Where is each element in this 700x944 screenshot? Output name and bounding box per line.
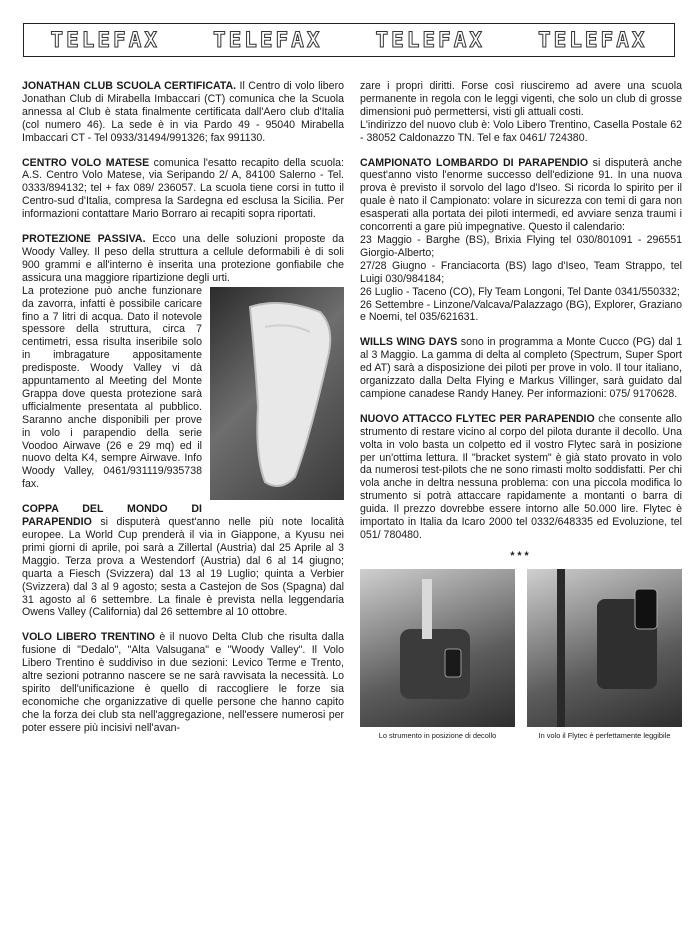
article-body: zare i propri diritti. Forse così riusciremo ad avere una scuola permanente in regola con le leggi vigenti, che solo un club di grosse dimensioni può permettersi, visti gli attuali costi.: [360, 80, 682, 118]
photo-decollo: [360, 569, 515, 740]
article-body: comunica l'esatto recapito della scuola: A.S. Centro Volo Matese, via Seripando 2/ A, 84100 Salerno - Tel. 0333/894132; tel + fax 089/ 236057. La scuola tiene corsi in tutto il Centro-sud d'Italia, compresa la Sardegna ed esclusa la Sicilia. Per informazioni contattare Mario Borraro ai recapiti sopra riportati.: [22, 156, 344, 221]
article-body: che consente allo strumento di restare vicino al corpo del pilota durante il decollo. Una volta in volo basta un colpetto ed il vostro Flytec sarà in posizione per un'ottima lettura. Il "bracket system" è già stato provato in volo da numerosi test-pilots che ne sono rimasti molto soddisfatti. Per chi vola anche in deltra nessuna problema: con una piccola modifica lo strumento si potrà attaccare rapidamente a montanti o barra di guida. Il prezzo dovrebbe essere intorno alle 50.000 lire. Flytec è importato in Italia da Icaro 2000 tel 0332/648335 ed Evoluzione, tel 051/ 780480.: [360, 412, 682, 541]
article-jonathan: [22, 80, 344, 145]
article-heading: CENTRO VOLO MATESE: [22, 156, 150, 169]
article-coppa: [22, 503, 344, 619]
article-trentino: [22, 631, 344, 734]
photo-row: [360, 569, 682, 740]
article-heading: JONATHAN CLUB SCUOLA CERTIFICATA.: [22, 80, 237, 92]
right-column: [360, 80, 682, 740]
banner-word: TELEFAX: [50, 28, 160, 52]
banner-word: TELEFAX: [375, 28, 485, 52]
calendar-entry: 23 Maggio - Barghe (BS), Brixia Flying tel 030/801091 - 296551 Giorgio-Alberto;: [360, 233, 682, 259]
article-body: La protezione può anche funzionare da zavorra, infatti è possibile caricare fino a 7 litri di acqua. Dato il notevole spessore della struttura, circa 7 centimetri, essa risulta inseribile solo in imbragature appositamente predisposte. Woody Valley vi dà appuntamento al Meeting del Monte Grappa dove questa protezione sarà ufficialmente presentata al pubblico. Saranno anche disponibili per prove in volo i parapendio della serie Voodoo Airwave (26 e 29 mq) ed il nuovo delta K4, sempre Airwave. Info Woody Valley, 0461/931119/935738 fax.: [22, 284, 202, 491]
article-heading: CAMPIONATO LOMBARDO DI PARAPENDIO: [360, 156, 589, 169]
article-protezione: [22, 233, 344, 285]
calendar-entry: 27/28 Giugno - Franciacorta (BS) lago d'Iseo, Team Strappo, tel Luigi 030/984184;: [360, 259, 682, 285]
article-heading: COPPA DEL MONDO DI PARAPENDIO: [22, 503, 202, 529]
article-heading: VOLO LIBERO TRENTINO: [22, 631, 156, 644]
article-body: L'indirizzo del nuovo club è: Volo Libero Trentino, Casella Postale 62 - 38052 Caldonazzo TN. Tel e fax 0461/ 724380.: [360, 118, 682, 144]
left-column: [22, 80, 344, 735]
article-trentino-address: [360, 119, 682, 145]
article-heading: PROTEZIONE PASSIVA.: [22, 233, 146, 246]
separator-stars: ***: [510, 549, 532, 562]
article-protezione-continued: [22, 285, 344, 492]
article-body: Il Centro di volo libero Jonathan Club di Mirabella Imbaccari (CT) comunica che la Scuola annessa al Club è stata finalmente certificata dall'Aero club d'Italia (col numero 46). La sede è in via Pardo 49 - 95040 Mirabella Imbaccari CT - Tel 0933/31494/991326; fax 991130.: [22, 80, 344, 144]
photo-caption: In volo il Flytec è perfettamente leggibile: [538, 730, 671, 740]
article-wills: [360, 336, 682, 401]
article-heading: NUOVO ATTACCO FLYTEC PER PARAPENDIO: [360, 412, 595, 425]
article-body: si disputerà anche quest'anno visto l'enorme successo dell'edizione 91. In una nuova prova è previsto il sorvolo del lago d'Iseo. Si ricorda lo spirito per il quale è nato il Campionato: volare in sicurezza con temi di gara non esasperati alla portata dei piloti intermedi, ed avviare senza traumi i concorrenti a gare più impegnative. Questo il calendario:: [360, 156, 682, 234]
photo-caption: Lo strumento in posizione di decollo: [378, 730, 497, 740]
article-flytec: [360, 413, 682, 542]
banner-word: TELEFAX: [212, 28, 323, 52]
telefax-banner: [23, 23, 675, 57]
harness-photo: [360, 569, 515, 727]
article-lombardo: [360, 157, 682, 325]
article-trentino-continued: [360, 80, 682, 119]
protection-photo: [210, 287, 344, 500]
article-matese: [22, 157, 344, 222]
article-body: si disputerà quest'anno nelle più note località europee. La World Cup prenderà il via in Giappone, a Kyusu nei primi giorni di aprile, poi sarà a Zillertal (Austria) dal 25 Aprile al 3 Maggio. Terza prova a Westendorf (Austria) dal 6 al 14 giugno; quarta a Fiesch (Svizzera) dal 13 al 19 Luglio; quinta a Verbier (Svizzera) dal 3 al 9 agosto; sesta a Castejon de Sos (Spagna) dal 31 agosto al 6 settembre. La finale è prevista nella leggendaria Owens Valley (California) dal 26 settembre al 10 ottobre.: [22, 516, 344, 619]
photo-in-volo: [527, 569, 682, 740]
article-heading: WILLS WING DAYS: [360, 336, 458, 349]
calendar-entry: 26 Luglio - Taceno (CO), Fly Team Longoni, Tel Dante 0341/550332;: [360, 285, 680, 298]
flytec-photo: [527, 569, 682, 727]
article-body: Ecco una delle soluzioni proposte da Woody Valley. Il peso della struttura a cellule deformabili è di soli 900 grammi e all'interno è inserita una protezione gonfiabile che assicura una maggiore ripartizione degli urti.: [22, 233, 344, 284]
article-body: è il nuovo Delta Club che risulta dalla fusione di "Dedalo", "Alta Valsugana" e "Woody Valley". Il Volo Libero Trentino è suddiviso in due sezioni: Levico Terme e Trento, altre sezioni potranno nascere se ne sarà ravvisata la necessità. Lo spirito dell'unificazione è quello di raccogliere le forze sia economiche che organizzative di quelle persone che hanno capito che la forza dei club sta nell'aggregazione, nell'essere numerosi per poter essere più incisivi nell'avan-: [22, 631, 345, 734]
article-body: sono in programma a Monte Cucco (PG) dal 1 al 3 Maggio. La gamma di delta al completo (Spectrum, Super Sport ed AT) sarà a disposizione dei piloti per prove in volo. Il tour italiano, organizzato dalla Delta Flying e Markus Villinger, sarà guidato dal campione canadese Randy Haney. Per informazioni: 075/ 9170628.: [360, 336, 682, 400]
banner-word: TELEFAX: [537, 28, 648, 52]
calendar-entry: 26 Settembre - Linzone/Valcava/Palazzago (BG), Explorer, Graziano e Noemi, tel 035/621631.: [360, 298, 682, 324]
